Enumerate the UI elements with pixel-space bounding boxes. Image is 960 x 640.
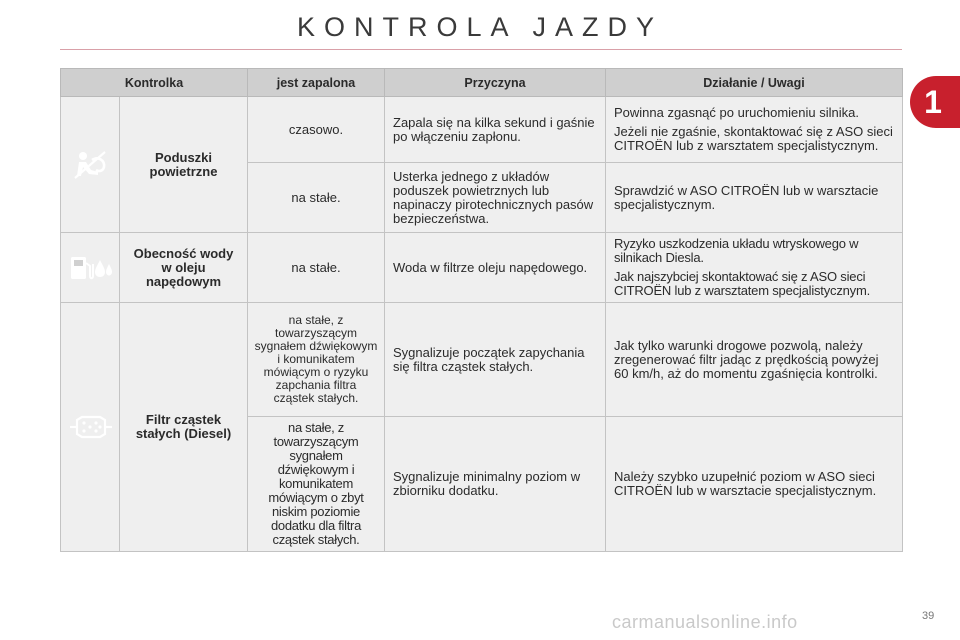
watermark: carmanualsonline.info	[612, 612, 798, 632]
water-in-diesel-icon-cell	[61, 233, 120, 303]
title-divider	[60, 49, 902, 50]
cause-cell: Woda w filtrze oleju napędowego.	[385, 233, 606, 303]
action-cell	[606, 303, 903, 417]
airbag-icon-cell	[61, 97, 120, 233]
cause-cell: Sygnalizuje początek zapychania się filtra cząstek stałych.	[385, 303, 606, 417]
cause-cell: Zapala się na kilka sekund i gaśnie po włączeniu zapłonu.	[385, 97, 606, 163]
airbag-off-icon	[72, 150, 108, 180]
water-in-diesel-icon	[69, 254, 113, 282]
table-row	[61, 97, 903, 163]
indicator-table	[60, 68, 903, 552]
table-row	[61, 233, 903, 303]
header-cause: Przyczyna	[385, 69, 606, 97]
page-number: 39	[922, 610, 935, 622]
particle-filter-icon-cell	[61, 303, 120, 552]
table-row	[61, 303, 903, 417]
header-indicator: Kontrolka	[61, 69, 248, 97]
indicator-name: Poduszki powietrzne	[120, 97, 248, 233]
when-lit-cell: czasowo.	[248, 97, 385, 163]
action-cell	[606, 163, 903, 233]
header-action: Działanie / Uwagi	[606, 69, 903, 97]
action-text: Ryzyko uszkodzenia układu wtryskowego w silnikach Diesla.	[614, 236, 859, 265]
cause-cell: Sygnalizuje minimalny poziom w zbiorniku dodatku.	[385, 417, 606, 552]
chapter-tab: 1	[910, 76, 960, 128]
when-lit-cell: na stałe, z towarzyszącym sygnałem dźwiękowym i komunikatem mówiącym o zbyt niskim poziomie dodatku dla filtra cząstek stałych.	[248, 417, 385, 552]
table-header-row	[61, 69, 903, 97]
particle-filter-icon	[69, 414, 113, 440]
action-text: Powinna zgasnąć po uruchomieniu silnika.	[614, 105, 859, 120]
action-cell	[606, 97, 903, 163]
action-cell	[606, 417, 903, 552]
when-lit-cell: na stałe, z towarzyszącym sygnałem dźwiękowym i komunikatem mówiącym o ryzyku zapchania filtra cząstek stałych.	[248, 303, 385, 417]
action-text: Jeżeli nie zgaśnie, skontaktować się z ASO sieci CITROËN lub z warsztatem specjalistycznym.	[614, 124, 893, 153]
header-when-lit: jest zapalona	[248, 69, 385, 97]
action-text: Sprawdzić w ASO CITROËN lub w warsztacie specjalistycznym.	[614, 182, 879, 212]
indicator-name: Obecność wody w oleju napędowym	[120, 233, 248, 303]
cause-cell: Usterka jednego z układów poduszek powietrznych lub napinaczy pirotechnicznych pasów bezpieczeństwa.	[385, 163, 606, 233]
when-lit-cell: na stałe.	[248, 233, 385, 303]
action-text: Jak najszybciej skontaktować się z ASO sieci CITROËN lub z warsztatem specjalistycznym.	[614, 269, 870, 298]
action-cell	[606, 233, 903, 303]
when-lit-cell: na stałe.	[248, 163, 385, 233]
page-title: KONTROLA JAZDY	[296, 12, 664, 42]
indicator-name: Filtr cząstek stałych (Diesel)	[120, 303, 248, 552]
action-text: Jak tylko warunki drogowe pozwolą, należy zregenerować filtr jadąc z prędkością powyżej 60 km/h, aż do momentu zgaśnięcia kontrolki.	[614, 337, 879, 381]
action-text: Należy szybko uzupełnić poziom w ASO sieci CITROËN lub w warsztacie specjalistycznym.	[614, 469, 877, 498]
